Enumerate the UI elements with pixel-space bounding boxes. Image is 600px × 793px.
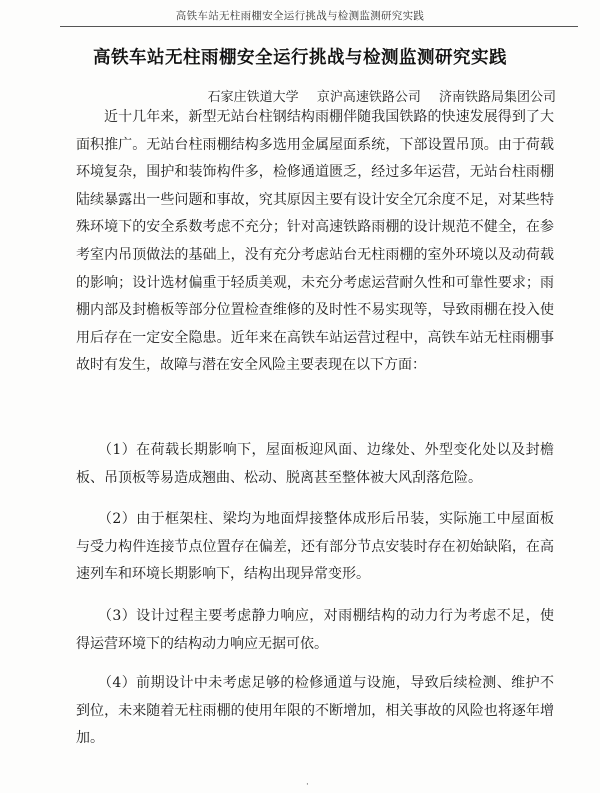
paragraph-item-1: （1）在荷载长期影响下，屋面板迎风面、边缘处、外型变化处以及封檐板、吊顶板等易造成翘曲、松动、脱离甚至整体被大风刮落危险。 [76,442,554,486]
affiliation-2: 京沪高速铁路公司 [316,90,421,105]
affiliation-3: 济南铁路局集团公司 [438,90,556,105]
running-header: 高铁车站无柱雨棚安全运行挑战与检测监测研究实践 [175,10,425,22]
paragraph-item-4: （4）前期设计中未考虑足够的检修通道与设施，导致后续检测、维护不到位，未来随着无柱雨棚的使用年限的不断增加，相关事故的风险也将逐年增加。 [76,675,554,747]
footer-mark: · [306,780,309,790]
affiliation-1: 石家庄铁道大学 [207,90,299,105]
paper-title: 高铁车站无柱雨棚安全运行挑战与检测监测研究实践 [93,48,507,68]
paragraph-item-3: （3）设计过程主要考虑静力响应，对雨棚结构的动力行为考虑不足，使得运营环境下的结构动力响应无据可依。 [76,608,554,652]
affiliations [208,86,556,105]
paragraph-item-2: （2）由于框架柱、梁均为地面焊接整体成形后吊装，实际施工中屋面板与受力构件连接节点位置存在偏差，还有部分节点安装时存在初始缺陷，在高速列车和环境长期影响下，结构出现异常变形。 [76,511,554,583]
header-rule [60,26,578,27]
paragraph-intro: 近十几年来，新型无站台柱钢结构雨棚伴随我国铁路的快速发展得到了大面积推广。无站台柱雨棚结构多选用金属屋面系统，下部设置吊顶。由于荷载环境复杂，围护和装饰构件多，检修通道匮乏，经过多年运营，无站台柱雨棚陆续暴露出一些问题和事故，究其原因主要有设计安全冗余度不足，对某些特殊环境下的安全系数考虑不充分；针对高速铁路雨棚的设计规范不健全，在参考室内吊顶做法的基础上，没有充分考虑站台无柱雨棚的室外环境以及动荷载的影响；设计选材偏重于轻质美观，未充分考虑运营耐久性和可靠性要求；雨棚内部及封檐板等部分位置检查维修的及时性不易实现等，导致雨棚在投入使用后存在一定安全隐患。近年来在高铁车站运营过程中，高铁车站无柱雨棚事故时有发生，故障与潜在安全风险主要表现在以下方面： [76,109,554,374]
